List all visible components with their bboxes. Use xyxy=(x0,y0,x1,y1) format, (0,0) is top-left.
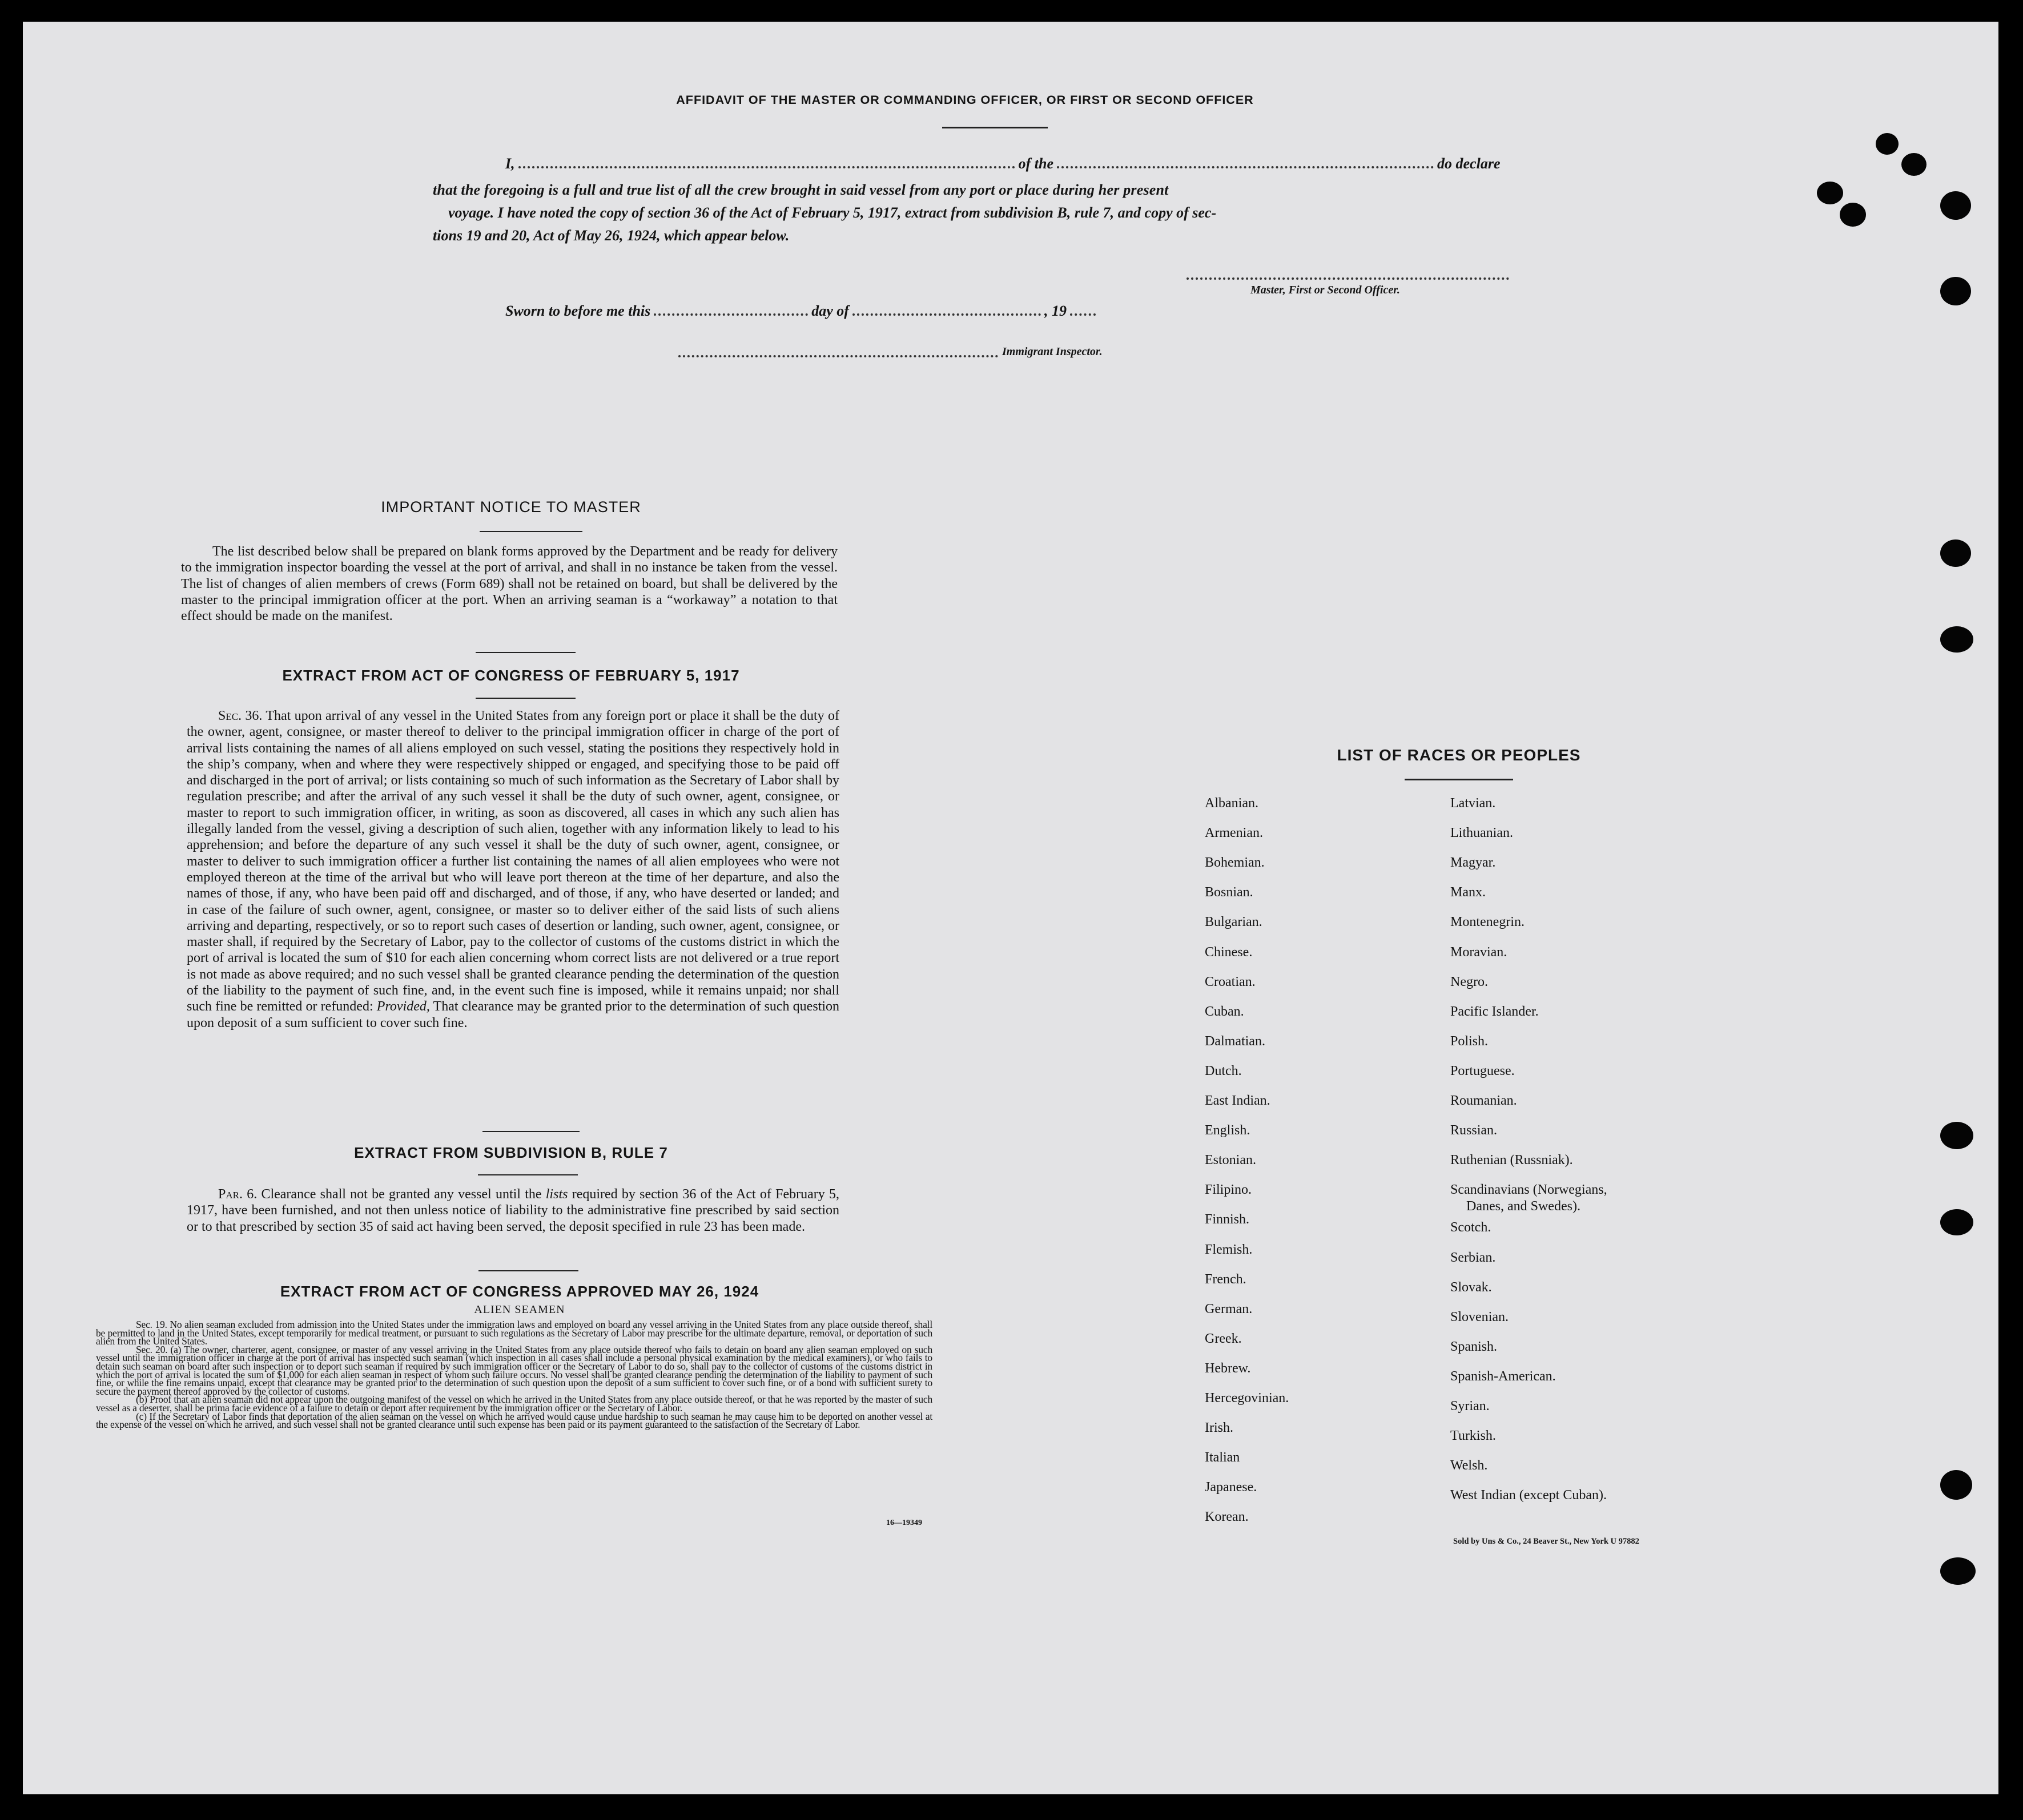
punch-hole xyxy=(1901,153,1927,176)
race-item: Scandinavians (Norwegians, xyxy=(1450,1182,1607,1198)
race-item: West Indian (except Cuban). xyxy=(1450,1488,1607,1503)
section-36-label: Sec. 36. xyxy=(218,708,263,723)
race-item: Serbian. xyxy=(1450,1250,1496,1265)
race-item: Turkish. xyxy=(1450,1428,1496,1444)
divider xyxy=(482,1131,580,1132)
affidavit-line-1 xyxy=(505,155,1542,172)
sworn-month-field[interactable] xyxy=(852,313,1041,316)
affidavit-statement-line-3: voyage. I have noted the copy of section 36 of the Act of February 5, 1917, extract from subdivision B, rule 7, and copy of sec- xyxy=(448,204,1217,221)
form-number: 16—19349 xyxy=(886,1519,922,1527)
lists-term: lists xyxy=(545,1187,568,1202)
punch-hole xyxy=(1940,277,1971,305)
extract-rule7-title: EXTRACT FROM SUBDIVISION B, RULE 7 xyxy=(354,1144,668,1161)
race-item-continuation: Danes, and Swedes). xyxy=(1466,1199,1580,1214)
race-item: French. xyxy=(1205,1271,1246,1287)
race-item: German. xyxy=(1205,1301,1253,1316)
notice-text: The list described below shall be prepared on blank forms approved by the Department and be ready for delivery to the immigration inspector boarding the vessel at the port of arrival, and shall in no instance be taken from the vessel. The list of changes of alien members of crews (Form 689) shall not be retained on board, but shall be delivered by the master to the principal immigration officer at the port. When an arriving seaman is a “workaway” a notation to that effect should be made on the manifest. xyxy=(181,544,838,624)
punch-hole xyxy=(1840,203,1866,227)
paragraph-6-body-a: Clearance shall not be granted any vessel until the xyxy=(261,1187,542,1202)
provided-term: Provided, xyxy=(376,999,430,1014)
races-title: LIST OF RACES OR PEOPLES xyxy=(1337,746,1581,764)
punch-hole xyxy=(1940,1122,1973,1149)
day-of-label: day of xyxy=(811,303,849,319)
race-item: Spanish. xyxy=(1450,1339,1498,1354)
race-item: Hebrew. xyxy=(1205,1360,1251,1376)
race-item: Roumanian. xyxy=(1450,1093,1517,1108)
race-item: Finnish. xyxy=(1205,1212,1250,1227)
race-item: Japanese. xyxy=(1205,1480,1257,1495)
sworn-date-field[interactable] xyxy=(654,313,808,316)
of-the-label: of the xyxy=(1018,155,1054,172)
notice-title: IMPORTANT NOTICE TO MASTER xyxy=(381,498,641,516)
race-item: Italian xyxy=(1205,1450,1240,1465)
signature-label: Master, First or Second Officer. xyxy=(1250,284,1400,296)
section-19-text: Sec. 19. No alien seaman excluded from admission into the United States under the immigration laws and employed on board any vessel arriving in the United States from any place outside thereof, shall be permitted to land in the United States, except temporarily for medical treatment, or pursuant to such regulations as the Secretary of Labor may prescribe for the ultimate departure, removal, or deportation of such alien from the United States. xyxy=(96,1319,932,1347)
punch-hole xyxy=(1940,1209,1973,1235)
race-item: Slovenian. xyxy=(1450,1309,1509,1324)
race-item: Armenian. xyxy=(1205,826,1263,841)
section-20b-text: (b) Proof that an alien seaman did not appear upon the outgoing manifest of the vessel on which he arrived in the United States from any place outside thereof, or that he was reported by the master of such vessel as a deserter, shall be prima facie evidence of a failure to detain or deport after requirement by the immigration officer or the Secretary of Labor. xyxy=(96,1394,932,1414)
race-item: Pacific Islander. xyxy=(1450,1004,1539,1019)
sworn-label: Sworn to before me this xyxy=(505,303,651,319)
master-name-field[interactable] xyxy=(518,166,1015,168)
race-item: Flemish. xyxy=(1205,1242,1253,1257)
extract-1917-title: EXTRACT FROM ACT OF CONGRESS OF FEBRUARY 5, 1917 xyxy=(282,667,740,684)
race-item: Filipino. xyxy=(1205,1182,1252,1198)
inspector-signature-line[interactable] xyxy=(678,355,998,357)
race-item: Chinese. xyxy=(1205,944,1253,960)
vessel-name-field[interactable] xyxy=(1057,166,1434,168)
punch-hole xyxy=(1940,1470,1972,1500)
punch-hole xyxy=(1940,626,1973,653)
printer-imprint: Sold by Uns & Co., 24 Beaver St., New York U 97882 xyxy=(1453,1537,1639,1546)
punch-hole xyxy=(1940,539,1971,567)
affidavit-statement-line-4: tions 19 and 20, Act of May 26, 1924, which appear below. xyxy=(433,227,790,244)
race-item: Montenegrin. xyxy=(1450,915,1525,930)
affidavit-i-label: I, xyxy=(505,155,515,172)
punch-hole xyxy=(1876,133,1899,155)
race-item: Magyar. xyxy=(1450,855,1496,871)
affidavit-statement-line-2: that the foregoing is a full and true list of all the crew brought in said vessel from any port or place during her present xyxy=(433,182,1169,198)
punch-hole xyxy=(1817,182,1843,204)
race-item: Bohemian. xyxy=(1205,855,1265,871)
do-declare-label: do declare xyxy=(1437,155,1501,172)
race-item: Lithuanian. xyxy=(1450,826,1513,841)
race-item: East Indian. xyxy=(1205,1093,1270,1108)
paragraph-6-label: Par. 6. xyxy=(218,1187,258,1202)
race-item: Cuban. xyxy=(1205,1004,1244,1019)
divider xyxy=(476,652,576,653)
signature-line[interactable] xyxy=(1187,277,1509,280)
extract-1924-title: EXTRACT FROM ACT OF CONGRESS APPROVED MAY 26, 1924 xyxy=(280,1283,759,1300)
divider xyxy=(942,127,1048,128)
race-item: Russian. xyxy=(1450,1123,1498,1138)
race-item: Polish. xyxy=(1450,1033,1489,1049)
affidavit-title: AFFIDAVIT OF THE MASTER OR COMMANDING OFFICER, OR FIRST OR SECOND OFFICER xyxy=(676,93,1254,107)
race-item: Dalmatian. xyxy=(1205,1033,1265,1049)
punch-hole xyxy=(1940,1557,1976,1585)
paragraph-6-body-b: required by section 36 of the Act of February 5, 1917, have been furnished, and not then unless notice of liability to the administrative fine prescribed by said section or to that prescribed by section 35 of said act having been served, the deposit specified in rule 23 has been made. xyxy=(187,1187,840,1234)
divider xyxy=(476,698,576,699)
race-item: Slovak. xyxy=(1450,1279,1492,1295)
race-item: Manx. xyxy=(1450,885,1486,900)
paragraph-6-text xyxy=(187,1186,839,1235)
race-item: Croatian. xyxy=(1205,974,1256,989)
race-item: Scotch. xyxy=(1450,1220,1491,1235)
race-item: Estonian. xyxy=(1205,1153,1256,1168)
race-item: Welsh. xyxy=(1450,1458,1488,1473)
divider xyxy=(478,1174,578,1175)
divider xyxy=(478,1270,578,1271)
section-36-proviso: That clearance may be granted prior to the determination of such question upon deposit of a sum sufficient to cover such fine. xyxy=(187,999,840,1030)
divider xyxy=(480,531,582,532)
punch-hole xyxy=(1940,191,1971,220)
race-item: Greek. xyxy=(1205,1331,1242,1346)
race-item: Ruthenian (Russniak). xyxy=(1450,1153,1573,1168)
race-item: English. xyxy=(1205,1123,1250,1138)
race-item: Moravian. xyxy=(1450,944,1507,960)
sworn-line xyxy=(505,303,1099,320)
sworn-year-field[interactable] xyxy=(1070,313,1096,316)
inspector-label: Immigrant Inspector. xyxy=(1002,345,1103,358)
race-item: Dutch. xyxy=(1205,1063,1242,1078)
race-item: Negro. xyxy=(1450,974,1488,989)
race-item: Syrian. xyxy=(1450,1399,1490,1414)
race-item: Bosnian. xyxy=(1205,885,1253,900)
race-item: Bulgarian. xyxy=(1205,915,1262,930)
race-item: Korean. xyxy=(1205,1509,1249,1525)
section-36-body: That upon arrival of any vessel in the United States from any foreign port or place it shall be the duty of the owner, agent, consignee, or master thereof to deliver to the principal immigration officer in charge of the port of arrival lists containing the names of all aliens employed on such vessel, stating the positions they respectively hold in the ship’s company, when and where they were respectively shipped or engaged, and specifying those to be paid off and discharged in the port of arrival; or lists containing so much of such information as the Secretary of Labor shall by regulation prescribe; and after the arrival of any such vessel it shall be the duty of such owner, agent, consignee, or master to report to such immigration officer, in writing, as soon as discovered, all cases in which any such alien has illegally landed from the vessel, giving a description of such alien, together with any information likely to lead to his apprehension; and before the departure of any such vessel it shall be the duty of such owner, agent, consignee, or master to deliver to such immigration officer a further list containing the names of all alien employees who were not employed thereon at the time of the arrival but who will leave port thereon at the time of her departure, and also the names of those, if any, who have been paid off and discharged, and of those, if any, who have deserted or landed; and in case of the failure of such owner, agent, consignee, or master so to deliver either of the said lists of such aliens arriving and departing, respectively, or so to report such cases of desertion or landing, such owner, agent, consignee, or master shall, if required by the Secretary of Labor, pay to the collector of customs of the customs district in which the port of arrival is located the sum of $10 for each alien concerning whom correct lists are not delivered or a true report is not made as above required; and no such vessel shall be granted clearance pending the determination of the question of the liability to the payment of such fine, and, in the event such fine is imposed, while it remains unpaid; nor shall such fine be remitted or refunded: xyxy=(187,708,839,1014)
race-item: Albanian. xyxy=(1205,796,1258,811)
year-label: , 19 xyxy=(1044,303,1067,319)
alien-seamen-subtitle: ALIEN SEAMEN xyxy=(474,1303,565,1316)
race-item: Latvian. xyxy=(1450,796,1496,811)
section-36-text xyxy=(187,708,839,1031)
extract-1924-body xyxy=(96,1320,932,1429)
race-item: Hercegovinian. xyxy=(1205,1391,1289,1406)
race-item: Irish. xyxy=(1205,1420,1233,1436)
section-20a-text: Sec. 20. (a) The owner, charterer, agent, consignee, or master of any vessel arriving in the United States from any place outside thereof who fails to detain on board any alien seaman employed on such vessel until the immigration officer in charge at the port of arrival has inspected such seaman (which inspection in all cases shall include a personal physical examination by the medical examiners), or who fails to detain such seaman on board after such inspection or to deport such seaman if required by such immigration officer or the Secretary of Labor to do so, shall pay to the collector of customs of the customs district in which the port of arrival is located the sum of $1,000 for each alien seaman in respect of whom such failure occurs. No vessel shall be granted clearance pending the determination of the liability to payment of such fine, or while the fine remains unpaid, except that clearance may be granted prior to the determination of such question upon the deposit of a sum sufficient to cover such fine, or of a bond with sufficient surety to secure the payment thereof approved by the collector of customs. xyxy=(96,1343,932,1397)
race-item: Spanish-American. xyxy=(1450,1368,1556,1384)
section-20c-text: (c) If the Secretary of Labor finds that deportation of the alien seaman on the vessel on which he arrived would cause undue hardship to such seaman he may cause him to be deported on another vessel at the expense of the vessel on which he arrived, and such vessel shall not be granted clearance until such expense has been paid or its payment guaranteed to the satisfaction of the Secretary of Labor. xyxy=(96,1410,932,1431)
divider xyxy=(1405,779,1513,780)
race-item: Portuguese. xyxy=(1450,1063,1515,1078)
